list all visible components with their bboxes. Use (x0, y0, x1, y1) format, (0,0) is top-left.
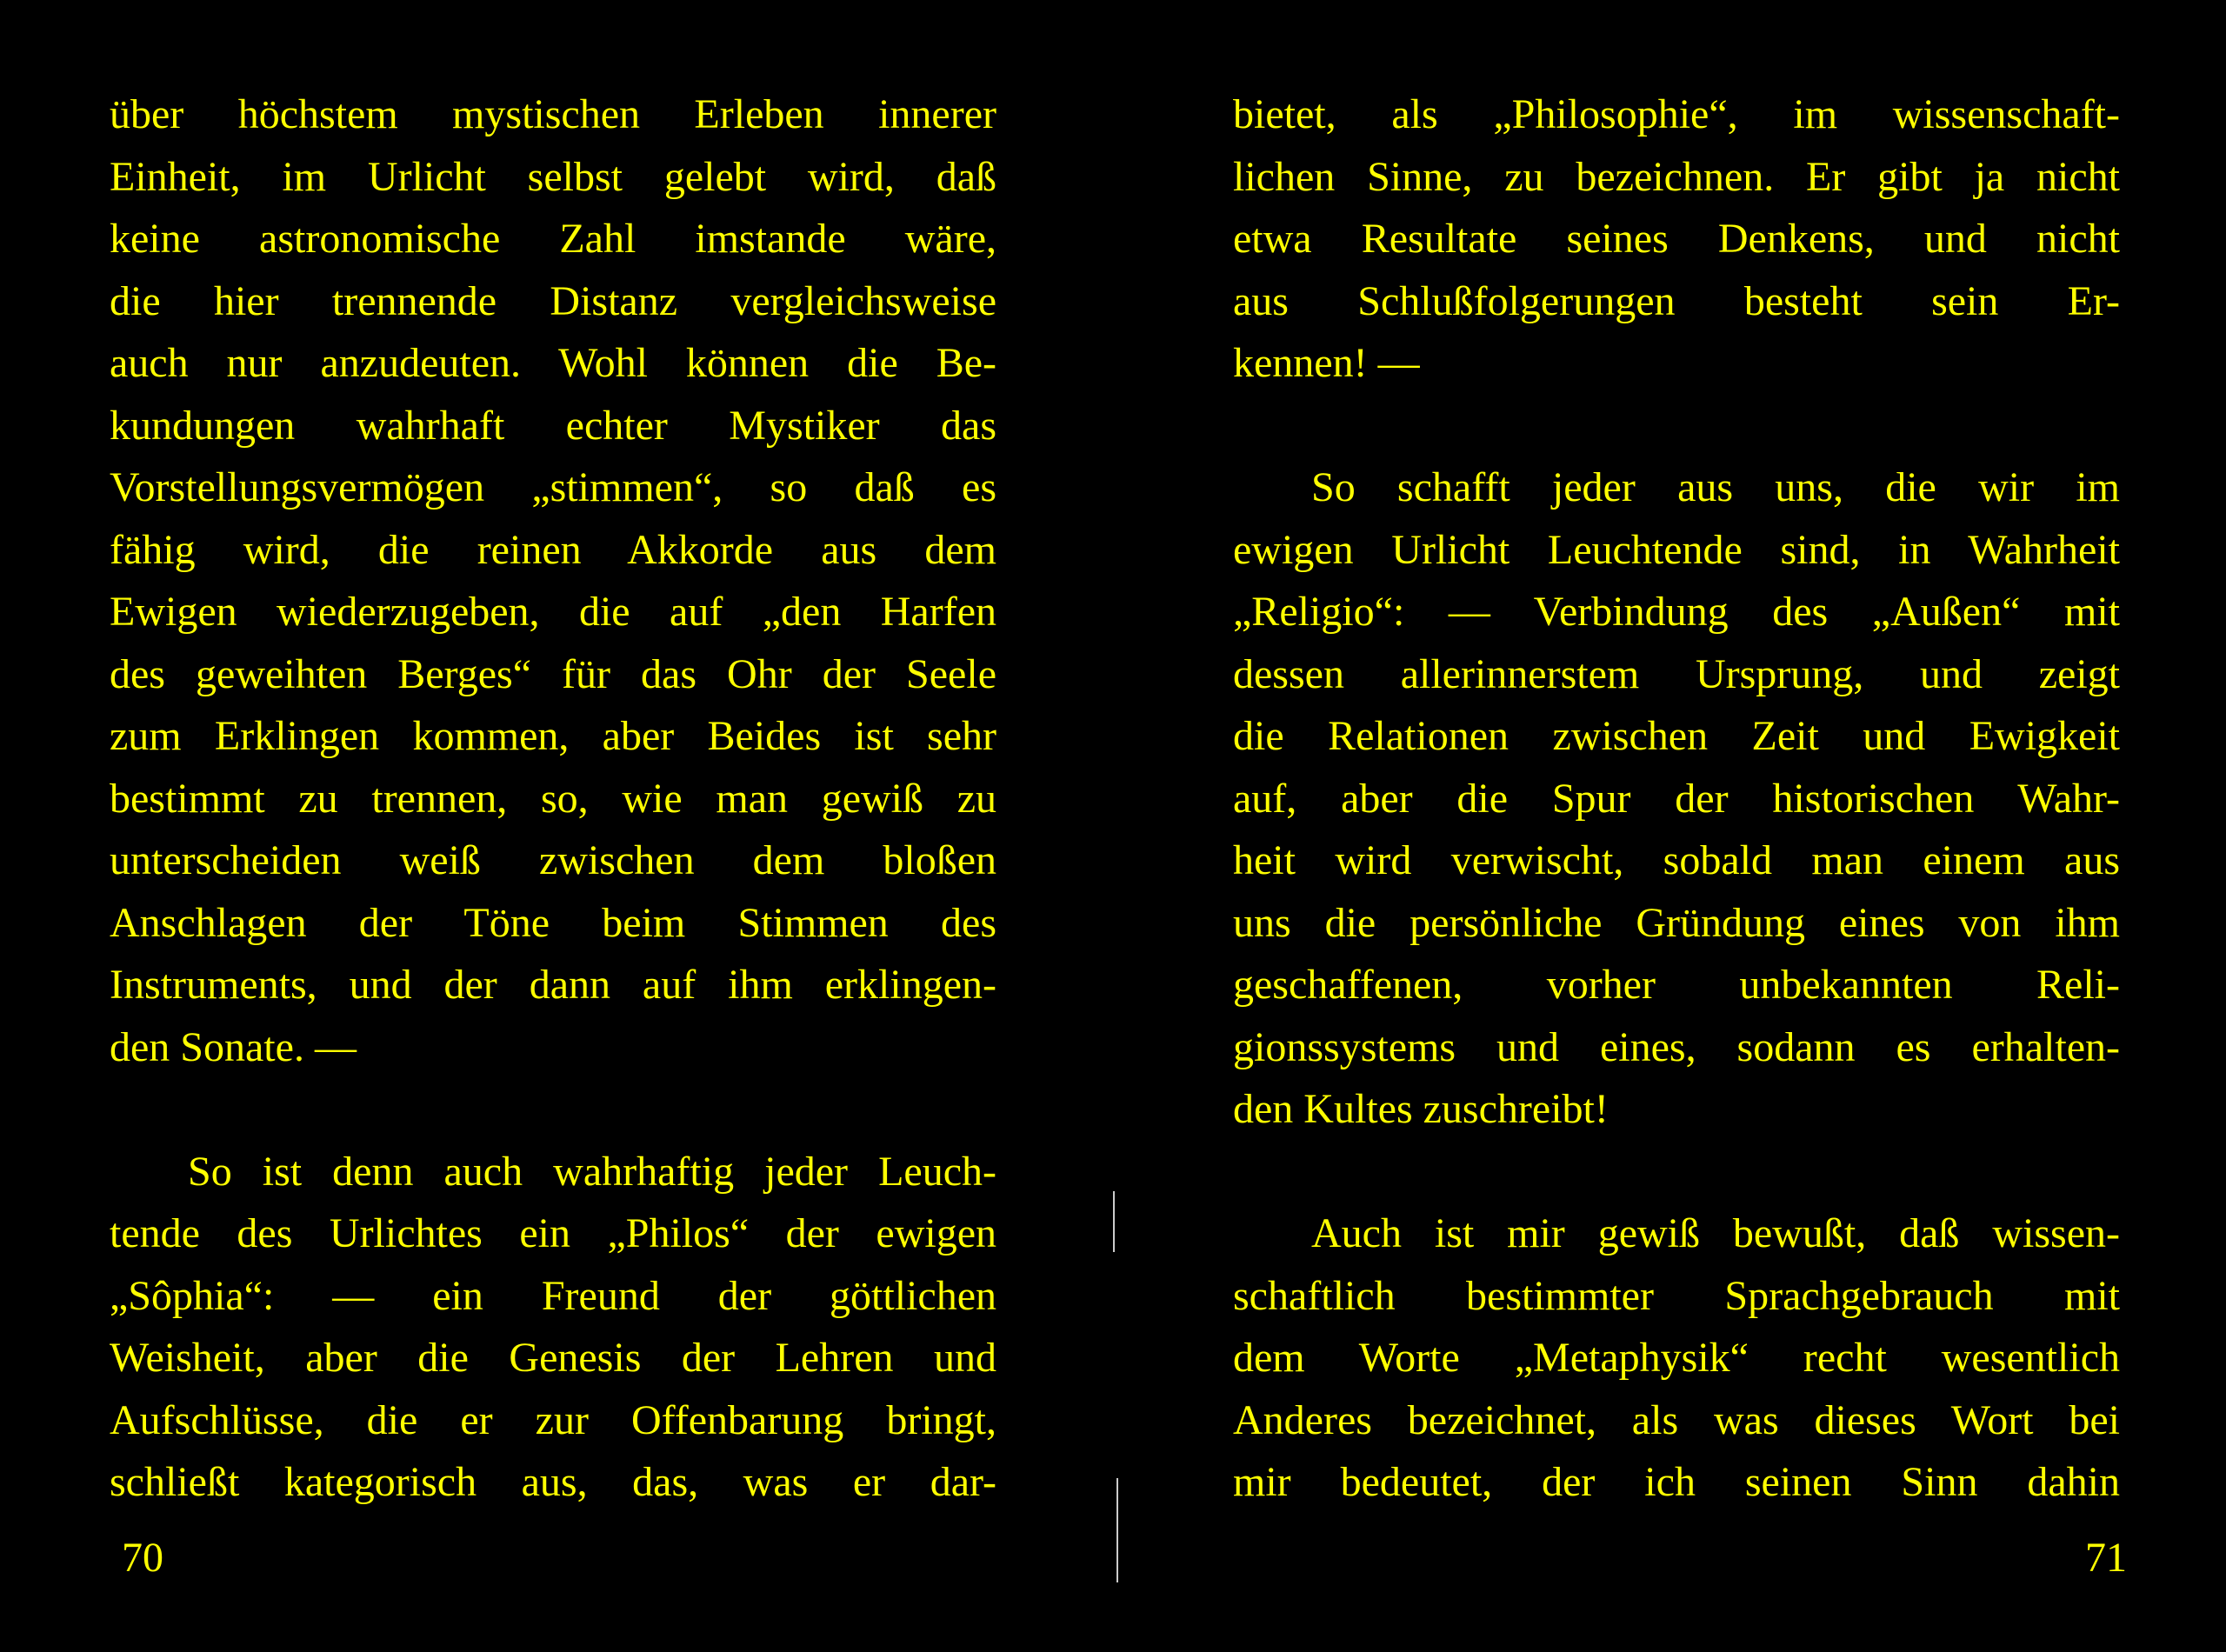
text-line: uns die persönliche Gründung eines von ihm (1233, 899, 2120, 946)
text-line: geschaffenen, vorher unbekannten Reli- (1233, 962, 2120, 1008)
text-line: Weisheit, aber die Genesis der Lehren und (110, 1335, 996, 1381)
text-line: Einheit, im Urlicht selbst gelebt wird, daß (110, 153, 996, 200)
text-line: auf, aber die Spur der historischen Wahr- (1233, 775, 2120, 822)
left-paragraph-1 (110, 83, 996, 1078)
paragraph-gap (1233, 395, 2120, 457)
text-line: die Relationen zwischen Zeit und Ewigkeit (1233, 713, 2120, 759)
text-line: schaftlich bestimmter Sprachgebrauch mit (1233, 1272, 2120, 1319)
text-line: bietet, als „Philosophie“, im wissenschaft- (1233, 91, 2120, 137)
text-line: aus Schlußfolgerungen besteht sein Er- (1233, 277, 2120, 324)
gutter-line (1116, 1478, 1118, 1582)
text-line: ewigen Urlicht Leuchtende sind, in Wahrheit (1233, 526, 2120, 573)
text-line: „Religio“: — Verbindung des „Außen“ mit (1233, 589, 2120, 635)
text-line: den Kultes zuschreibt! (1233, 1086, 1609, 1132)
text-line: Aufschlüsse, die er zur Offenbarung bringt, (110, 1396, 996, 1443)
page-number-right: 71 (2085, 1535, 2127, 1581)
text-line: mir bedeutet, der ich seinen Sinn dahin (1233, 1459, 2120, 1505)
text-line: Anschlagen der Töne beim Stimmen des (110, 899, 996, 946)
left-paragraph-2 (110, 1141, 996, 1514)
right-paragraph-1 (1233, 83, 2120, 395)
text-line: „Sôphia“: — ein Freund der göttlichen (110, 1272, 996, 1319)
text-line: So schafft jeder aus uns, die wir im (1311, 464, 2120, 510)
text-line: Ewigen wiederzugeben, die auf „den Harfen (110, 589, 996, 635)
text-line: des geweihten Berges“ für das Ohr der Seele (110, 650, 996, 697)
text-line: kundungen wahrhaft echter Mystiker das (110, 402, 996, 449)
left-page (110, 83, 996, 1596)
text-line: lichen Sinne, zu bezeichnen. Er gibt ja nicht (1233, 153, 2120, 200)
paragraph-gap (1233, 1141, 2120, 1203)
text-line: dessen allerinnerstem Ursprung, und zeigt (1233, 650, 2120, 697)
text-line: keine astronomische Zahl imstande wäre, (110, 216, 996, 262)
text-line: Vorstellungsvermögen „stimmen“, so daß es (110, 464, 996, 510)
text-line: dem Worte „Metaphysik“ recht wesentlich (1233, 1335, 2120, 1381)
text-line: Auch ist mir gewiß bewußt, daß wissen- (1311, 1210, 2120, 1256)
text-line: kennen! — (1233, 340, 1420, 386)
text-line: schließt kategorisch aus, das, was er dar- (110, 1459, 996, 1505)
right-paragraph-2 (1233, 456, 2120, 1141)
text-line: etwa Resultate seines Denkens, und nicht (1233, 216, 2120, 262)
gutter-line (1113, 1191, 1115, 1252)
text-line: Instruments, und der dann auf ihm erklingen- (110, 962, 996, 1008)
right-page (1233, 83, 2120, 1596)
text-line: die hier trennende Distanz vergleichsweise (110, 277, 996, 324)
text-line: bestimmt zu trennen, so, wie man gewiß zu (110, 775, 996, 822)
page-number-left: 70 (122, 1535, 163, 1581)
paragraph-gap (110, 1078, 996, 1141)
right-paragraph-3 (1233, 1202, 2120, 1514)
text-line: Anderes bezeichnet, als was dieses Wort bei (1233, 1396, 2120, 1443)
text-line: den Sonate. — (110, 1023, 357, 1070)
text-line: über höchstem mystischen Erleben innerer (110, 91, 996, 137)
text-line: zum Erklingen kommen, aber Beides ist sehr (110, 713, 996, 759)
text-line: unterscheiden weiß zwischen dem bloßen (110, 837, 996, 883)
text-line: heit wird verwischt, sobald man einem aus (1233, 837, 2120, 883)
text-line: gionssystems und eines, sodann es erhalten- (1233, 1023, 2120, 1070)
text-line: So ist denn auch wahrhaftig jeder Leuch- (188, 1148, 996, 1195)
text-line: fähig wird, die reinen Akkorde aus dem (110, 526, 996, 573)
text-line: auch nur anzudeuten. Wohl können die Be- (110, 340, 996, 386)
text-line: tende des Urlichtes ein „Philos“ der ewigen (110, 1210, 996, 1256)
